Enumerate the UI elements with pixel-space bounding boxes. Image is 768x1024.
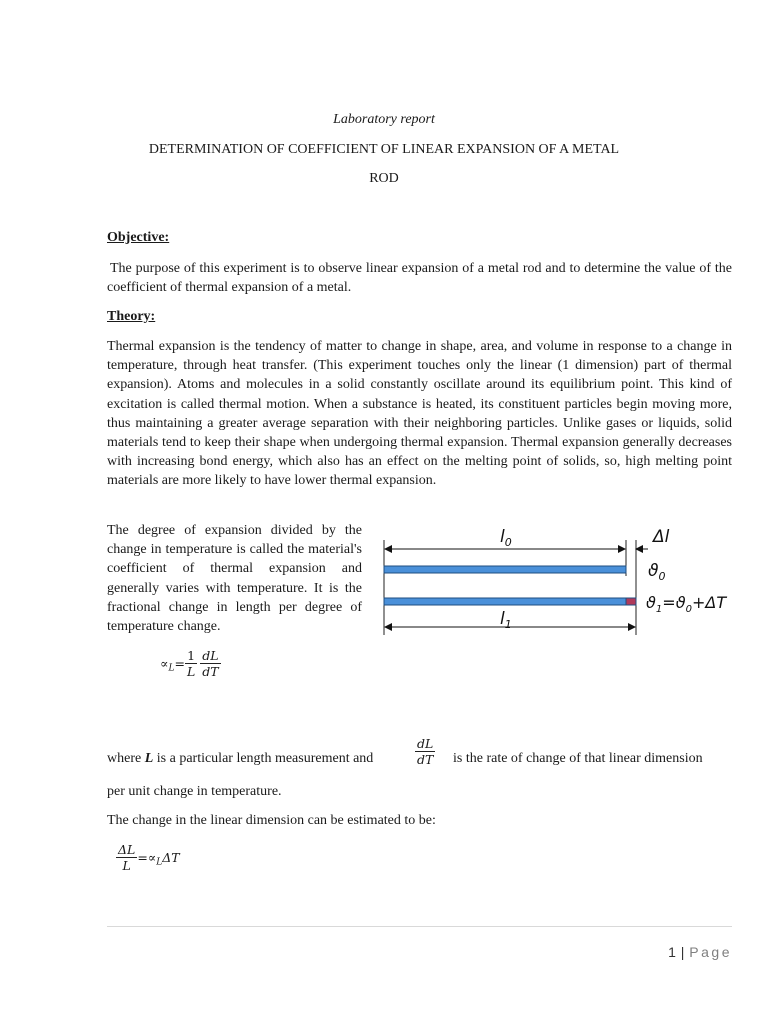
rod-expansion-segment [626, 598, 636, 605]
report-label: Laboratory report [333, 112, 435, 127]
page-separator: | [680, 944, 685, 960]
theory-text: Thermal expansion is the tendency of matter to change in shape, area, and volume in response to a change in temperature, through heat transfer. (This experiment touches only the linear (1 dimension) part of thermal expansion). Atoms and molecules in a solid constantly oscillate around its equilibrium point. This kind of excitation is called thermal motion. When a substance is heated, its constituent particles begin moving more, thus maintaining a greater average separation with their neighboring particles. Unlike gases or liquids, solid materials tend to keep their shape when undergoing thermal expansion. Thermal expansion generally decreases with increasing bond energy, which also has an effect on the melting point of solids, so, high melting point materials are more likely to have lower thermal expansion. [107, 339, 732, 489]
rod-heated [384, 598, 626, 605]
page-footer [668, 944, 732, 960]
formula-delta: $\frac{\Delta L}{L}$ $=\propto_L\Delta T$ [118, 842, 180, 873]
where-text-end: is the rate of change of that linear dimension [453, 751, 703, 766]
page-number: 1 [668, 944, 677, 960]
label-delta-l: Δl [653, 527, 670, 547]
objective-text: The purpose of this experiment is to observe linear expansion of a metal rod and to determine the value of the coefficient of thermal expansion of a metal. [107, 261, 732, 296]
coefficient-text: The degree of expansion divided by the change in temperature is called the material's coefficient of thermal expansion and generally varies with temperature. It is the fractional change in length per degree of temperature change. [107, 523, 362, 635]
report-title-line2: ROD [369, 171, 399, 186]
label-l1: $l_1$ [500, 609, 512, 631]
page-label: Page [689, 944, 732, 960]
objective-heading: Objective: [107, 230, 170, 245]
expansion-diagram [378, 520, 738, 645]
label-theta0: $ϑ_0$ [648, 561, 666, 583]
where-fraction: $\frac{dL}{dT}$ [417, 736, 434, 767]
change-text: The change in the linear dimension can be estimated to be: [107, 813, 436, 828]
label-theta1: $ϑ_1=ϑ_0+\Delta T$ [646, 593, 727, 615]
label-l0: $l_0$ [500, 527, 512, 549]
theory-heading: Theory: [107, 309, 156, 324]
rod-initial [384, 566, 626, 573]
report-title-line1: DETERMINATION OF COEFFICIENT OF LINEAR EXPANSION OF A METAL [148, 142, 620, 157]
formula-alpha: $\propto_L=$ $\frac{1}{L}$ $\frac{dL}{dT}$ [160, 648, 219, 679]
footer-divider [107, 926, 732, 927]
where-text-line2: per unit change in temperature. [107, 784, 282, 799]
where-text-start: where L is a particular length measurement and [107, 751, 374, 766]
